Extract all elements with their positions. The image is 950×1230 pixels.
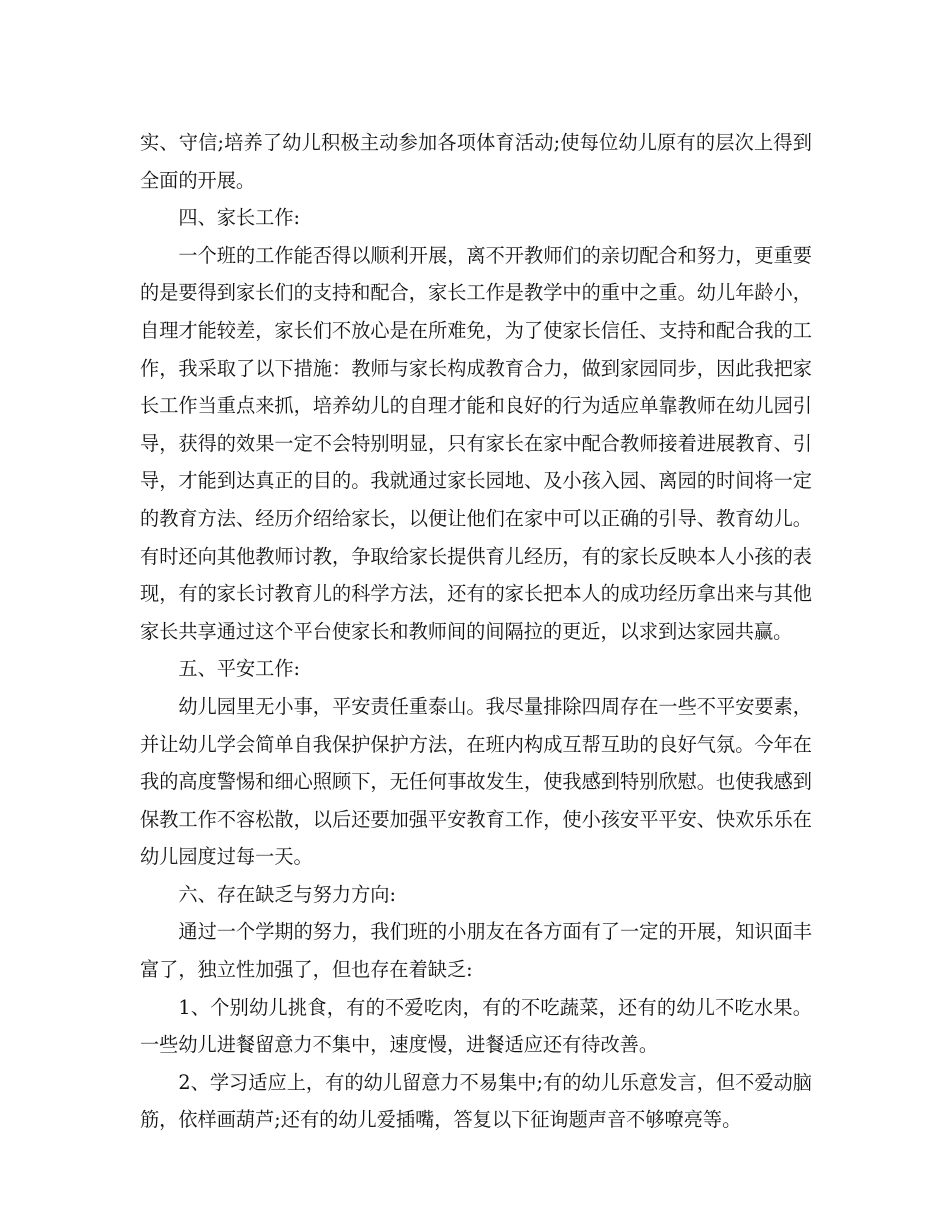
list-item-learning-habits: 2、学习适应上，有的幼儿留意力不易集中;有的幼儿乐意发言，但不爱动脑筋，依样画葫芦;还有的幼儿爱插嘴，答复以下征询题声音不够嘹亮等。 <box>140 1070 812 1132</box>
section-heading-parent-work: 四、家长工作: <box>178 206 300 230</box>
section-heading-safety-work: 五、平安工作: <box>178 657 300 681</box>
paragraph-continuation: 实、守信;培养了幼儿积极主动参加各项体育活动;使每位幼儿原有的层次上得到全面的开展。 <box>140 131 812 192</box>
list-item-eating-habits: 1、个别幼儿挑食，有的不爱吃肉，有的不吃蔬菜，还有的幼儿不吃水果。一些幼儿进餐留意力不集中，速度慢，进餐适应还有待改善。 <box>140 995 812 1057</box>
paragraph-parent-work: 一个班的工作能否得以顺利开展，离不开教师们的亲切配合和努力，更重要的是要得到家长们的支持和配合，家长工作是教学中的重中之重。幼儿年龄小，自理才能较差，家长们不放心是在所难免，为了使家长信任、支持和配合我的工作，我采取了以下措施：教师与家长构成教育合力，做到家园同步，因此我把家长工作当重点来抓，培养幼儿的自理才能和良好的行为适应单靠教师在幼儿园引导，获得的效果一定不会特别明显，只有家长在家中配合教师接着进展教育、引导，才能到达真正的目的。我就通过家长园地、及小孩入园、离园的时间将一定的教育方法、经历介绍给家长，以便让他们在家中可以正确的引导、教育幼儿。有时还向其他教师讨教，争取给家长提供育儿经历，有的家长反映本人小孩的表现，有的家长讨教育儿的科学方法，还有的家长把本人的成功经历拿出来与其他家长共享通过这个平台使家长和教师间的间隔拉的更近，以求到达家园共赢。 <box>140 243 812 643</box>
paragraph-shortcomings-intro: 通过一个学期的努力，我们班的小朋友在各方面有了一定的开展，知识面丰富了，独立性加强了，但也存在着缺乏: <box>140 920 812 982</box>
paragraph-safety-work: 幼儿园里无小事，平安责任重泰山。我尽量排除四周存在一些不平安要素，并让幼儿学会简单自我保护保护方法，在班内构成互帮互助的良好气氛。今年在我的高度警惕和细心照顾下，无任何事故发生，使我感到特别欣慰。也使我感到保教工作不容松散，以后还要加强平安教育工作，使小孩安平平安、快欢乐乐在幼儿园度过每一天。 <box>140 694 812 869</box>
document-body <box>140 124 812 1139</box>
section-heading-shortcomings: 六、存在缺乏与努力方向: <box>178 882 396 906</box>
